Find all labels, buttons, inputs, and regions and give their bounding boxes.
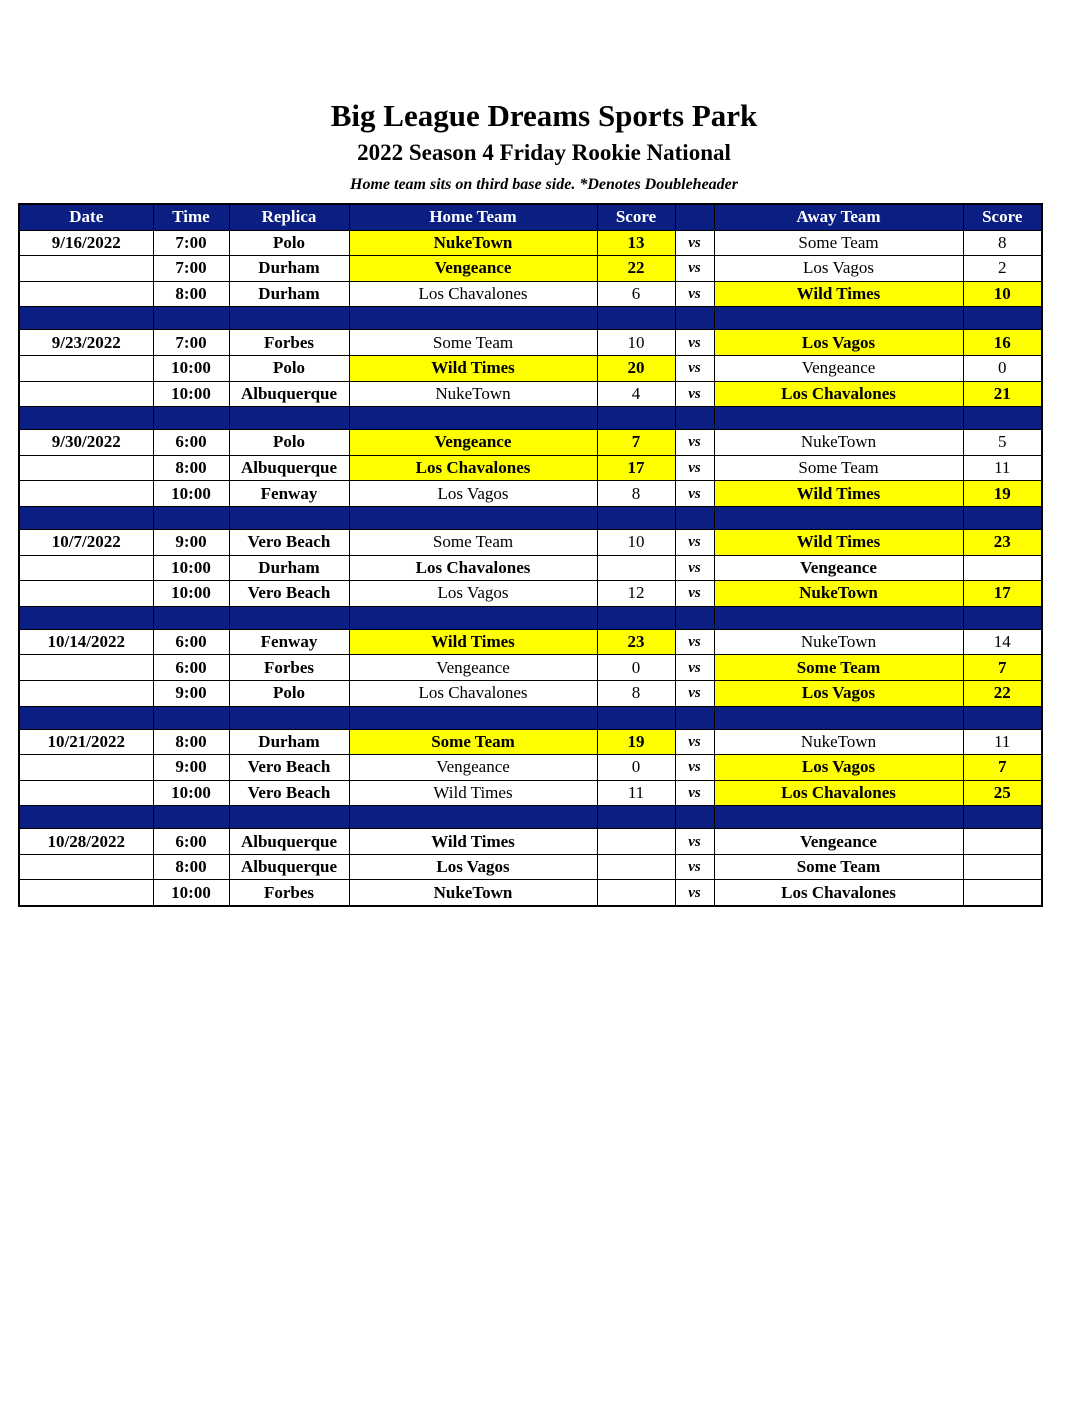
week-separator-row [19,606,1042,629]
replica-cell: Fenway [229,629,349,655]
replica-cell: Polo [229,230,349,256]
away-score-cell [963,854,1042,880]
column-header-home-team: Home Team [349,204,597,230]
home-score-cell [597,880,675,906]
replica-cell: Forbes [229,330,349,356]
home-team-cell: Los Vagos [349,854,597,880]
table-row [19,729,1042,755]
date-cell: 10/21/2022 [19,729,153,755]
replica-cell: Fenway [229,481,349,507]
away-team-cell: Los Vagos [714,680,963,706]
separator-cell [597,706,675,729]
home-team-cell: Vengeance [349,755,597,781]
home-team-cell: Wild Times [349,355,597,381]
date-cell [19,381,153,407]
replica-cell: Vero Beach [229,780,349,806]
home-score-cell: 0 [597,655,675,681]
separator-cell [19,407,153,430]
separator-cell [675,706,714,729]
separator-cell [714,606,963,629]
home-score-cell [597,854,675,880]
away-team-cell: Some Team [714,230,963,256]
vs-cell: vs [675,481,714,507]
home-score-cell: 0 [597,755,675,781]
page-title: Big League Dreams Sports Park [330,98,758,133]
separator-cell [19,606,153,629]
home-team-cell: Los Chavalones [349,281,597,307]
time-cell: 6:00 [153,829,229,855]
away-team-cell: Los Chavalones [714,381,963,407]
home-score-cell: 4 [597,381,675,407]
separator-cell [349,307,597,330]
away-score-cell: 14 [963,629,1042,655]
replica-cell: Durham [229,729,349,755]
home-score-cell: 19 [597,729,675,755]
vs-cell: vs [675,430,714,456]
separator-cell [349,806,597,829]
home-team-cell: Wild Times [349,629,597,655]
table-row [19,780,1042,806]
away-score-cell: 5 [963,430,1042,456]
time-cell: 10:00 [153,555,229,581]
home-team-cell: Some Team [349,529,597,555]
time-cell: 6:00 [153,430,229,456]
time-cell: 8:00 [153,729,229,755]
away-score-cell [963,829,1042,855]
separator-cell [714,806,963,829]
separator-cell [597,606,675,629]
replica-cell: Vero Beach [229,581,349,607]
home-team-cell: Wild Times [349,829,597,855]
week-separator-row [19,307,1042,330]
vs-cell: vs [675,455,714,481]
vs-cell: vs [675,755,714,781]
home-score-cell [597,555,675,581]
home-team-cell: Los Chavalones [349,555,597,581]
time-cell: 7:00 [153,230,229,256]
table-row [19,755,1042,781]
separator-cell [229,606,349,629]
away-team-cell: NukeTown [714,729,963,755]
away-team-cell: Wild Times [714,281,963,307]
separator-cell [963,806,1042,829]
away-score-cell: 19 [963,481,1042,507]
vs-cell: vs [675,854,714,880]
separator-cell [597,407,675,430]
week-separator-row [19,806,1042,829]
vs-cell: vs [675,529,714,555]
separator-cell [153,506,229,529]
separator-cell [675,506,714,529]
date-cell [19,555,153,581]
replica-cell: Durham [229,281,349,307]
away-score-cell: 21 [963,381,1042,407]
date-cell [19,355,153,381]
date-cell [19,655,153,681]
schedule-table [18,203,1043,907]
home-score-cell: 7 [597,430,675,456]
time-cell: 8:00 [153,854,229,880]
away-score-cell: 7 [963,755,1042,781]
home-score-cell: 13 [597,230,675,256]
separator-cell [153,307,229,330]
date-cell [19,780,153,806]
separator-cell [714,706,963,729]
time-cell: 9:00 [153,680,229,706]
home-score-cell: 8 [597,680,675,706]
column-header-home-score: Score [597,204,675,230]
home-team-cell: Los Vagos [349,481,597,507]
away-score-cell: 0 [963,355,1042,381]
time-cell: 8:00 [153,281,229,307]
date-cell [19,680,153,706]
replica-cell: Forbes [229,880,349,906]
replica-cell: Albuquerque [229,854,349,880]
away-score-cell: 25 [963,780,1042,806]
date-cell [19,880,153,906]
home-team-cell: Vengeance [349,430,597,456]
away-score-cell: 7 [963,655,1042,681]
away-score-cell: 22 [963,680,1042,706]
home-score-cell: 8 [597,481,675,507]
separator-cell [229,706,349,729]
separator-cell [229,506,349,529]
date-cell: 10/14/2022 [19,629,153,655]
vs-cell: vs [675,629,714,655]
separator-cell [675,606,714,629]
home-score-cell: 12 [597,581,675,607]
separator-cell [714,307,963,330]
vs-cell: vs [675,381,714,407]
vs-cell: vs [675,880,714,906]
separator-cell [349,407,597,430]
vs-cell: vs [675,555,714,581]
away-score-cell: 2 [963,256,1042,282]
column-header-vs [675,204,714,230]
replica-cell: Polo [229,355,349,381]
week-separator-row [19,706,1042,729]
separator-cell [963,307,1042,330]
separator-cell [675,806,714,829]
home-score-cell: 10 [597,529,675,555]
time-cell: 10:00 [153,481,229,507]
vs-cell: vs [675,829,714,855]
separator-cell [229,407,349,430]
away-team-cell: Los Vagos [714,755,963,781]
away-score-cell: 11 [963,729,1042,755]
home-team-cell: Los Chavalones [349,455,597,481]
vs-cell: vs [675,581,714,607]
home-score-cell: 23 [597,629,675,655]
separator-cell [675,407,714,430]
time-cell: 10:00 [153,381,229,407]
table-row [19,381,1042,407]
separator-cell [349,506,597,529]
column-header-replica: Replica [229,204,349,230]
table-row [19,680,1042,706]
home-team-cell: Vengeance [349,256,597,282]
date-cell: 10/7/2022 [19,529,153,555]
separator-cell [229,806,349,829]
date-cell [19,854,153,880]
separator-cell [153,806,229,829]
vs-cell: vs [675,780,714,806]
column-header-away-score: Score [963,204,1042,230]
separator-cell [229,307,349,330]
column-header-away-team: Away Team [714,204,963,230]
separator-cell [153,706,229,729]
away-score-cell: 16 [963,330,1042,356]
away-team-cell: Some Team [714,455,963,481]
vs-cell: vs [675,281,714,307]
away-score-cell: 10 [963,281,1042,307]
replica-cell: Polo [229,680,349,706]
home-score-cell: 11 [597,780,675,806]
week-separator-row [19,506,1042,529]
home-score-cell [597,829,675,855]
away-team-cell: NukeTown [714,581,963,607]
home-team-cell: Los Vagos [349,581,597,607]
table-row [19,281,1042,307]
separator-cell [19,307,153,330]
date-cell [19,281,153,307]
home-team-cell: NukeTown [349,381,597,407]
vs-cell: vs [675,355,714,381]
away-score-cell: 8 [963,230,1042,256]
replica-cell: Vero Beach [229,529,349,555]
time-cell: 6:00 [153,655,229,681]
replica-cell: Forbes [229,655,349,681]
table-row [19,230,1042,256]
replica-cell: Albuquerque [229,381,349,407]
vs-cell: vs [675,330,714,356]
table-row [19,854,1042,880]
time-cell: 10:00 [153,880,229,906]
week-separator-row [19,407,1042,430]
column-header-date: Date [19,204,153,230]
away-score-cell: 11 [963,455,1042,481]
vs-cell: vs [675,729,714,755]
replica-cell: Polo [229,430,349,456]
away-team-cell: Vengeance [714,555,963,581]
home-team-cell: Wild Times [349,780,597,806]
time-cell: 10:00 [153,355,229,381]
table-row [19,629,1042,655]
date-cell: 10/28/2022 [19,829,153,855]
time-cell: 9:00 [153,529,229,555]
table-row [19,330,1042,356]
separator-cell [19,506,153,529]
table-row [19,555,1042,581]
date-cell: 9/23/2022 [19,330,153,356]
home-score-cell: 10 [597,330,675,356]
schedule-body [19,230,1042,906]
table-row [19,829,1042,855]
away-team-cell: Some Team [714,854,963,880]
time-cell: 8:00 [153,455,229,481]
table-row [19,529,1042,555]
replica-cell: Durham [229,555,349,581]
separator-cell [153,407,229,430]
vs-cell: vs [675,256,714,282]
date-cell: 9/30/2022 [19,430,153,456]
replica-cell: Durham [229,256,349,282]
away-score-cell [963,555,1042,581]
separator-cell [963,407,1042,430]
home-team-cell: Los Chavalones [349,680,597,706]
away-score-cell [963,880,1042,906]
home-team-cell: Some Team [349,330,597,356]
date-cell [19,481,153,507]
date-cell [19,755,153,781]
home-team-cell: NukeTown [349,880,597,906]
page-subtitle: 2022 Season 4 Friday Rookie National [357,140,731,165]
away-team-cell: Los Vagos [714,330,963,356]
table-row [19,481,1042,507]
separator-cell [963,606,1042,629]
home-score-cell: 17 [597,455,675,481]
table-row [19,655,1042,681]
time-cell: 10:00 [153,780,229,806]
away-team-cell: NukeTown [714,430,963,456]
separator-cell [675,307,714,330]
table-header-row [19,204,1042,230]
time-cell: 6:00 [153,629,229,655]
home-team-cell: NukeTown [349,230,597,256]
away-team-cell: Vengeance [714,355,963,381]
separator-cell [714,506,963,529]
table-row [19,455,1042,481]
column-header-time: Time [153,204,229,230]
time-cell: 9:00 [153,755,229,781]
away-team-cell: Wild Times [714,529,963,555]
time-cell: 10:00 [153,581,229,607]
separator-cell [597,506,675,529]
vs-cell: vs [675,655,714,681]
home-team-cell: Vengeance [349,655,597,681]
away-team-cell: Some Team [714,655,963,681]
separator-cell [963,706,1042,729]
table-row [19,256,1042,282]
separator-cell [19,706,153,729]
time-cell: 7:00 [153,330,229,356]
home-score-cell: 22 [597,256,675,282]
date-cell [19,256,153,282]
separator-cell [19,806,153,829]
separator-cell [963,506,1042,529]
replica-cell: Albuquerque [229,829,349,855]
date-cell [19,581,153,607]
table-row [19,581,1042,607]
vs-cell: vs [675,680,714,706]
table-row [19,880,1042,906]
away-team-cell: NukeTown [714,629,963,655]
separator-cell [349,606,597,629]
home-team-cell: Some Team [349,729,597,755]
away-score-cell: 17 [963,581,1042,607]
separator-cell [349,706,597,729]
date-cell: 9/16/2022 [19,230,153,256]
away-team-cell: Vengeance [714,829,963,855]
replica-cell: Vero Beach [229,755,349,781]
vs-cell: vs [675,230,714,256]
table-row [19,430,1042,456]
away-team-cell: Los Chavalones [714,780,963,806]
time-cell: 7:00 [153,256,229,282]
separator-cell [597,806,675,829]
home-score-cell: 6 [597,281,675,307]
table-row [19,355,1042,381]
separator-cell [153,606,229,629]
away-score-cell: 23 [963,529,1042,555]
page-note: Home team sits on third base side. *Denotes Doubleheader [350,176,738,193]
date-cell [19,455,153,481]
away-team-cell: Wild Times [714,481,963,507]
separator-cell [597,307,675,330]
away-team-cell: Los Vagos [714,256,963,282]
replica-cell: Albuquerque [229,455,349,481]
away-team-cell: Los Chavalones [714,880,963,906]
home-score-cell: 20 [597,355,675,381]
separator-cell [714,407,963,430]
